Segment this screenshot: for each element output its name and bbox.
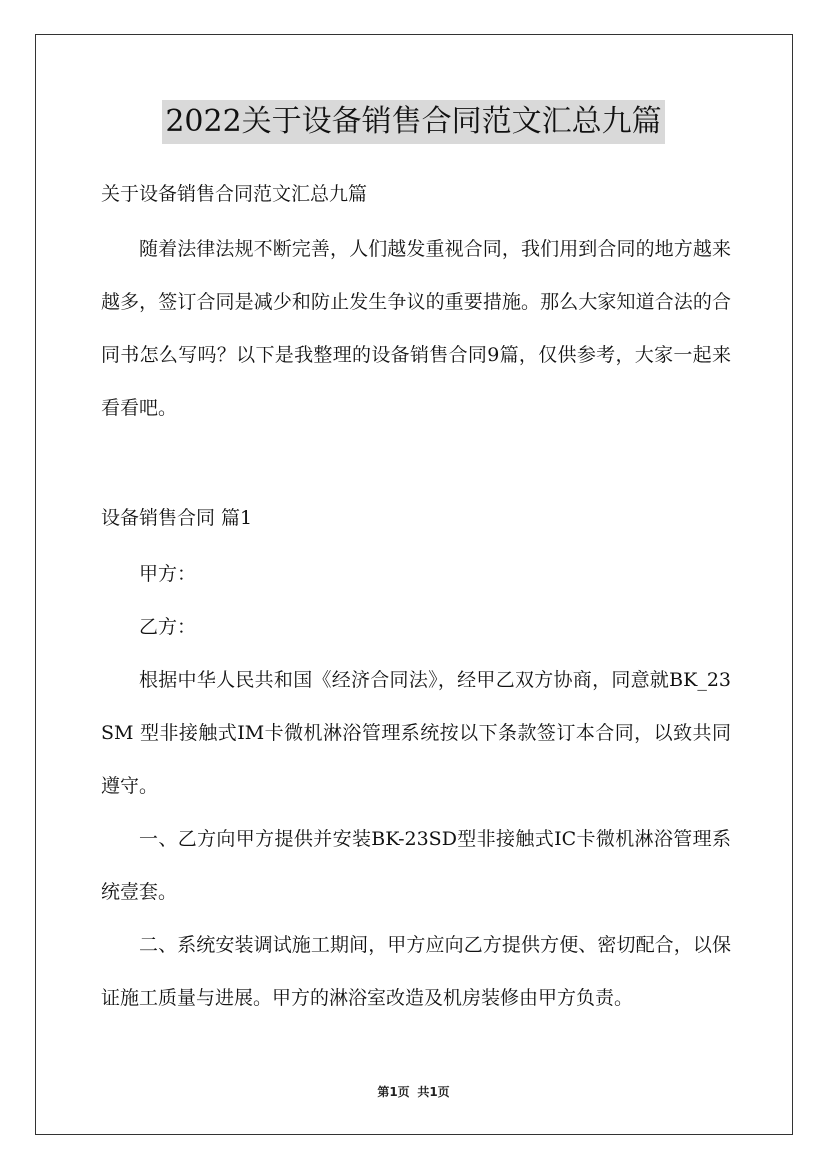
intro-block [101, 223, 731, 435]
contract-paragraph: 二、系统安装调试施工期间，甲方应向乙方提供方便、密切配合，以保证施工质量与进展。甲方的淋浴室改造及机房装修由甲方负责。 [101, 934, 731, 1009]
document-title: 2022关于设备销售合同范文汇总九篇 [162, 100, 664, 144]
title-container [0, 100, 827, 144]
page-number: 第1页 [377, 1085, 410, 1099]
party-b-line: 乙方： [139, 616, 197, 638]
page-footer [0, 1084, 827, 1100]
contract-paragraph: 一、乙方向甲方提供并安装BK-23SD型非接触式IC卡微机淋浴管理系统壹套。 [101, 828, 731, 903]
section-heading: 设备销售合同 篇1 [101, 507, 253, 529]
document-subtitle: 关于设备销售合同范文汇总九篇 [101, 183, 368, 205]
intro-paragraph: 随着法律法规不断完善，人们越发重视合同，我们用到合同的地方越来越多，签订合同是减少和防止发生争议的重要措施。那么大家知道合法的合同书怎么写吗？以下是我整理的设备销售合同9篇，仅供参考，大家一起来看看吧。 [101, 238, 731, 419]
party-a-line: 甲方： [139, 563, 197, 585]
contract-body [101, 548, 731, 1025]
contract-paragraph: 根据中华人民共和国《经济合同法》，经甲乙双方协商，同意就BK_23SM 型非接触式IM卡微机淋浴管理系统按以下条款签订本合同，以致共同遵守。 [101, 669, 731, 797]
page-total: 共1页 [417, 1085, 450, 1099]
